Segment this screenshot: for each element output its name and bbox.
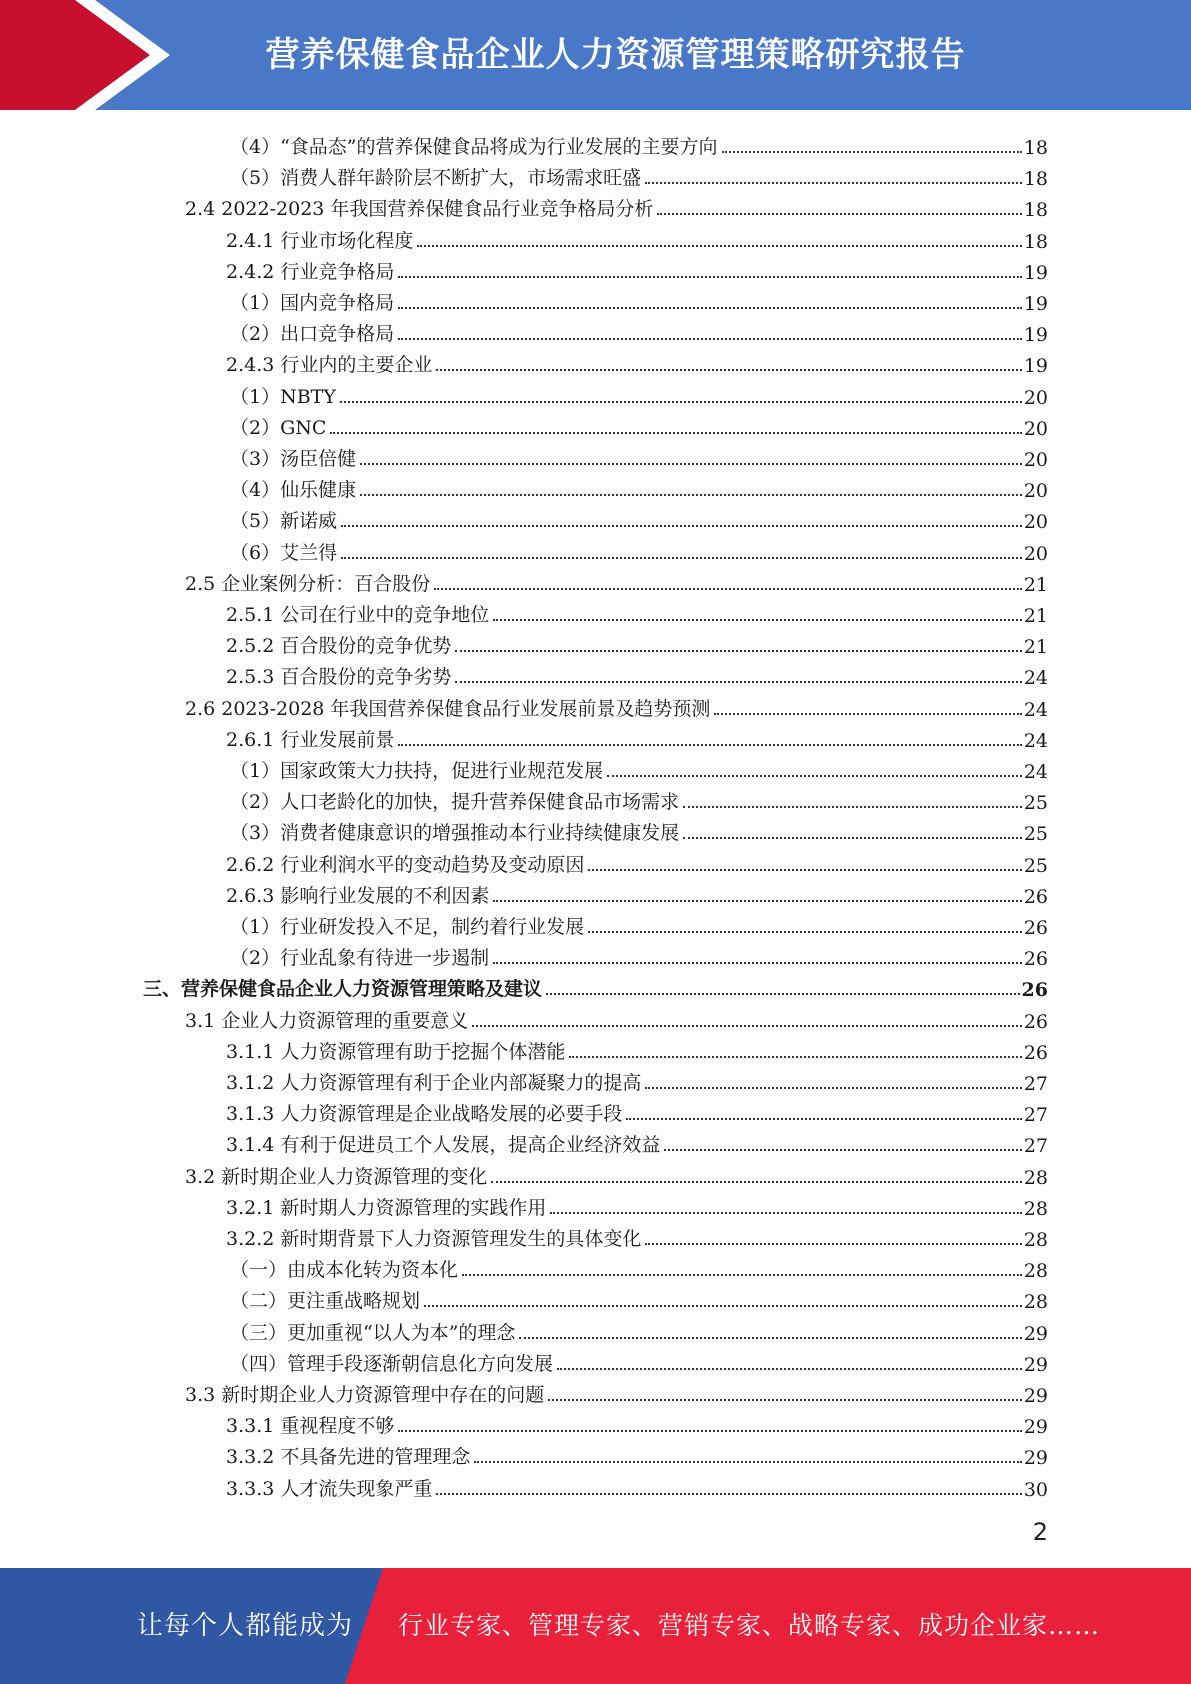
toc-dot-leader: [398, 744, 1021, 746]
toc-entry[interactable]: [230, 159, 1048, 190]
toc-dot-leader: [493, 962, 1022, 964]
toc-entry-label: 2.5.1 公司在行业中的竞争地位: [226, 604, 490, 626]
toc-entry[interactable]: [226, 346, 1048, 377]
toc-dot-leader: [664, 1149, 1021, 1151]
toc-entry[interactable]: [226, 1126, 1048, 1157]
toc-entry-page: 20: [1023, 480, 1048, 503]
toc-entry-label: （5）消费人群年龄阶层不断扩大，市场需求旺盛: [230, 167, 642, 190]
toc-entry-page: 28: [1023, 1229, 1048, 1251]
toc-dot-leader: [588, 869, 1021, 871]
toc-entry-page: 18: [1023, 230, 1048, 253]
toc-entry-page: 28: [1023, 1260, 1048, 1283]
toc-entry[interactable]: [185, 1002, 1048, 1033]
toc-dot-leader: [588, 931, 1022, 933]
toc-dot-leader: [398, 276, 1021, 278]
toc-entry[interactable]: [226, 222, 1048, 253]
toc-entry[interactable]: [230, 128, 1048, 159]
toc-entry[interactable]: [143, 970, 1048, 1001]
toc-entry[interactable]: [226, 1220, 1048, 1251]
toc-entry-label: （2）人口老龄化的加快，提升营养保健食品市场需求: [230, 791, 680, 814]
toc-entry-label: 2.5 企业案例分析：百合股份: [185, 572, 431, 595]
toc-dot-leader: [360, 463, 1022, 465]
toc-entry-page: 21: [1023, 573, 1048, 596]
toc-entry[interactable]: [226, 846, 1048, 877]
toc-entry[interactable]: [230, 440, 1048, 471]
toc-entry[interactable]: [226, 877, 1048, 908]
toc-dot-leader: [424, 1305, 1022, 1307]
toc-entry[interactable]: [230, 284, 1048, 315]
toc-entry-page: 26: [1023, 917, 1048, 939]
toc-entry-page: 28: [1023, 1291, 1048, 1314]
toc-entry[interactable]: [230, 1282, 1048, 1313]
toc-dot-leader: [398, 338, 1022, 340]
toc-dot-leader: [519, 1337, 1021, 1339]
toc-entry[interactable]: [185, 690, 1048, 721]
toc-entry-page: 27: [1023, 1135, 1048, 1158]
report-title: 营养保健食品企业人力资源管理策略研究报告: [265, 35, 966, 75]
toc-entry-page: 29: [1023, 1447, 1048, 1470]
toc-entry-label: （四）管理手段逐渐朝信息化方向发展: [230, 1352, 554, 1375]
toc-dot-leader: [436, 369, 1021, 371]
toc-dot-leader: [491, 1181, 1022, 1183]
page-header: [0, 0, 1191, 110]
toc-entry-label: （3）汤臣倍健: [230, 448, 357, 470]
toc-entry-label: （5）新诺威: [230, 510, 338, 533]
toc-entry[interactable]: [226, 596, 1048, 627]
toc-dot-leader: [569, 1056, 1021, 1058]
toc-entry[interactable]: [226, 1189, 1048, 1220]
toc-entry-label: 2.4 2022-2023 年我国营养保健食品行业竞争格局分析: [185, 198, 654, 221]
toc-entry[interactable]: [185, 1376, 1048, 1407]
toc-entry-label: 3.1 企业人力资源管理的重要意义: [185, 1009, 469, 1032]
toc-entry-page: 26: [1023, 948, 1048, 971]
toc-entry-page: 29: [1023, 1322, 1048, 1345]
toc-entry[interactable]: [230, 783, 1048, 814]
toc-entry-label: 3.1.1 人力资源管理有助于挖掘个体潜能: [226, 1040, 566, 1063]
page-footer: [0, 1568, 1191, 1684]
toc-entry[interactable]: [226, 627, 1048, 658]
toc-entry[interactable]: [185, 190, 1048, 221]
toc-entry-label: （4）“食品态”的营养保健食品将成为行业发展的主要方向: [230, 136, 718, 158]
toc-dot-leader: [341, 557, 1022, 559]
toc-entry-label: 2.6 2023-2028 年我国营养保健食品行业发展前景及趋势预测: [185, 697, 711, 720]
toc-entry[interactable]: [230, 409, 1048, 440]
toc-entry-label: 3.1.2 人力资源管理有利于企业内部凝聚力的提高: [226, 1072, 642, 1094]
toc-entry-label: 3.3.3 人才流失现象严重: [226, 1477, 433, 1500]
toc-entry-page: 27: [1023, 1104, 1048, 1127]
toc-entry-label: （1）行业研发投入不足，制约着行业发展: [230, 916, 585, 938]
toc-entry-label: 3.1.4 有利于促进员工个人发展，提高企业经济效益: [226, 1134, 661, 1157]
toc-entry-page: 25: [1023, 823, 1048, 846]
toc-entry-page: 20: [1023, 449, 1048, 471]
toc-dot-leader: [714, 713, 1021, 715]
toc-entry-page: 19: [1023, 293, 1048, 315]
toc-dot-leader: [722, 151, 1022, 153]
toc-entry[interactable]: [230, 1345, 1048, 1376]
toc-entry-label: 2.6.3 影响行业发展的不利因素: [226, 884, 490, 907]
toc-entry-label: 2.4.3 行业内的主要企业: [226, 354, 433, 377]
toc-dot-leader: [550, 1212, 1021, 1214]
toc-entry[interactable]: [230, 752, 1048, 783]
toc-entry[interactable]: [230, 378, 1048, 409]
toc-entry-label: 2.6.2 行业利润水平的变动趋势及变动原因: [226, 853, 585, 876]
toc-entry-label: 3.1.3 人力资源管理是企业战略发展的必要手段: [226, 1103, 623, 1126]
toc-entry-label: （1）国家政策大力扶持，促进行业规范发展: [230, 760, 604, 782]
toc-entry-page: 20: [1023, 511, 1048, 534]
toc-entry[interactable]: [230, 939, 1048, 970]
toc-dot-leader: [436, 1493, 1021, 1495]
toc-entry[interactable]: [230, 534, 1048, 565]
footer-slogan-right: 行业专家、管理专家、营销专家、战略专家、成功企业家……: [398, 1611, 1101, 1640]
toc-entry-label: 3.2.2 新时期背景下人力资源管理发生的具体变化: [226, 1228, 642, 1250]
toc-entry-page: 26: [1023, 1041, 1048, 1064]
toc-entry-page: 29: [1023, 1353, 1048, 1376]
toc-entry-page: 24: [1023, 729, 1048, 752]
toc-dot-leader: [330, 432, 1021, 434]
toc-entry-page: 20: [1023, 542, 1048, 565]
toc-entry[interactable]: [226, 1407, 1048, 1438]
toc-entry-label: （2）出口竞争格局: [230, 323, 395, 346]
toc-entry-label: （二）更注重战略规划: [230, 1290, 421, 1313]
toc-entry-label: 3.3.2 不具备先进的管理理念: [226, 1446, 471, 1469]
page-number: 2: [1032, 1518, 1048, 1546]
toc-entry[interactable]: [226, 1064, 1048, 1095]
toc-entry-label: 2.4.2 行业竞争格局: [226, 260, 395, 283]
toc-entry-label: 三、营养保健食品企业人力资源管理策略及建议: [143, 978, 543, 1001]
toc-dot-leader: [434, 588, 1022, 590]
toc-entry[interactable]: [230, 1251, 1048, 1282]
toc-entry[interactable]: [230, 315, 1048, 346]
toc-entry-label: 3.2 新时期企业人力资源管理的变化: [185, 1165, 488, 1188]
toc-entry[interactable]: [230, 908, 1048, 939]
toc-entry[interactable]: [230, 471, 1048, 502]
toc-entry-label: 2.6.1 行业发展前景: [226, 728, 395, 751]
toc-dot-leader: [462, 1274, 1022, 1276]
toc-entry-label: 2.5.2 百合股份的竞争优势: [226, 635, 452, 658]
toc-entry-page: 21: [1023, 605, 1048, 627]
toc-entry[interactable]: [226, 1033, 1048, 1064]
toc-entry-page: 25: [1023, 792, 1048, 815]
toc-dot-leader: [455, 650, 1021, 652]
toc-dot-leader: [398, 1430, 1021, 1432]
toc-entry[interactable]: [226, 1470, 1048, 1501]
toc-entry-page: 24: [1023, 698, 1048, 721]
toc-entry-page: 26: [1023, 1010, 1048, 1033]
toc-entry-page: 21: [1023, 636, 1048, 659]
toc-dot-leader: [657, 213, 1021, 215]
toc-entry-page: 19: [1023, 324, 1048, 347]
toc-entry-label: 2.5.3 百合股份的竞争劣势: [226, 666, 452, 689]
toc-entry-label: （3）消费者健康意识的增强推动本行业持续健康发展: [230, 822, 680, 845]
toc-entry-page: 26: [1021, 979, 1048, 1002]
toc-entry-page: 29: [1023, 1385, 1048, 1407]
toc-dot-leader: [645, 182, 1022, 184]
toc-entry[interactable]: [226, 253, 1048, 284]
toc-entry-page: 28: [1023, 1166, 1048, 1189]
toc-dot-leader: [472, 1025, 1022, 1027]
toc-entry-page: 24: [1023, 667, 1048, 690]
toc-dot-leader: [360, 494, 1022, 496]
toc-entry[interactable]: [226, 1438, 1048, 1469]
toc-entry-page: 25: [1023, 854, 1048, 877]
toc-entry-label: （4）仙乐健康: [230, 479, 357, 502]
toc-entry-page: 18: [1023, 199, 1048, 222]
toc-entry-label: （2）行业乱象有待进一步遏制: [230, 947, 490, 970]
toc-dot-leader: [340, 401, 1022, 403]
toc-entry-label: （1）NBTY: [230, 385, 336, 408]
toc-dot-leader: [493, 900, 1021, 902]
toc-entry-label: （一）由成本化转为资本化: [230, 1259, 459, 1282]
toc-entry[interactable]: [185, 565, 1048, 596]
toc-dot-leader: [683, 837, 1022, 839]
toc-entry-page: 18: [1023, 168, 1048, 191]
toc-entry-page: 19: [1023, 261, 1048, 284]
toc-entry-page: 19: [1023, 355, 1048, 378]
toc-entry[interactable]: [226, 721, 1048, 752]
toc-dot-leader: [626, 1118, 1021, 1120]
toc-entry[interactable]: [230, 814, 1048, 845]
toc-entry[interactable]: [226, 658, 1048, 689]
toc-entry-label: （1）国内竞争格局: [230, 292, 395, 314]
toc-entry-page: 20: [1023, 417, 1048, 440]
toc-dot-leader: [645, 1243, 1021, 1245]
toc-entry-page: 26: [1023, 885, 1048, 908]
toc-entry-page: 28: [1023, 1197, 1048, 1220]
toc-entry-page: 27: [1023, 1073, 1048, 1095]
toc-entry-page: 30: [1023, 1478, 1048, 1501]
toc-dot-leader: [493, 619, 1021, 621]
toc-dot-leader: [341, 525, 1022, 527]
toc-dot-leader: [683, 806, 1022, 808]
toc-entry[interactable]: [230, 502, 1048, 533]
toc-entry[interactable]: [230, 1314, 1048, 1345]
toc-entry[interactable]: [185, 1158, 1048, 1189]
footer-slogan-left: 让每个人都能成为: [136, 1611, 353, 1641]
toc-entry-page: 24: [1023, 761, 1048, 783]
toc-dot-leader: [398, 307, 1022, 309]
toc-dot-leader: [474, 1461, 1021, 1463]
toc-entry-label: 3.3 新时期企业人力资源管理中存在的问题: [185, 1384, 545, 1406]
toc-entry[interactable]: [226, 1095, 1048, 1126]
toc-dot-leader: [417, 245, 1021, 247]
toc-entry-label: 3.2.1 新时期人力资源管理的实践作用: [226, 1196, 547, 1219]
toc-entry-label: （2）GNC: [230, 416, 327, 439]
toc-dot-leader: [607, 775, 1022, 777]
toc-dot-leader: [546, 993, 1020, 995]
toc-dot-leader: [548, 1399, 1022, 1401]
toc-entry-page: 20: [1023, 386, 1048, 409]
toc-entry-page: 18: [1023, 137, 1048, 159]
toc-entry-label: （6）艾兰得: [230, 541, 338, 564]
toc-entry-label: 2.4.1 行业市场化程度: [226, 229, 414, 252]
toc-dot-leader: [645, 1087, 1021, 1089]
toc-dot-leader: [557, 1368, 1022, 1370]
toc-entry-page: 29: [1023, 1416, 1048, 1439]
toc-entry-label: 3.3.1 重视程度不够: [226, 1415, 395, 1438]
toc-entry-label: （三）更加重视“以人为本”的理念: [230, 1321, 516, 1344]
toc-dot-leader: [455, 681, 1021, 683]
